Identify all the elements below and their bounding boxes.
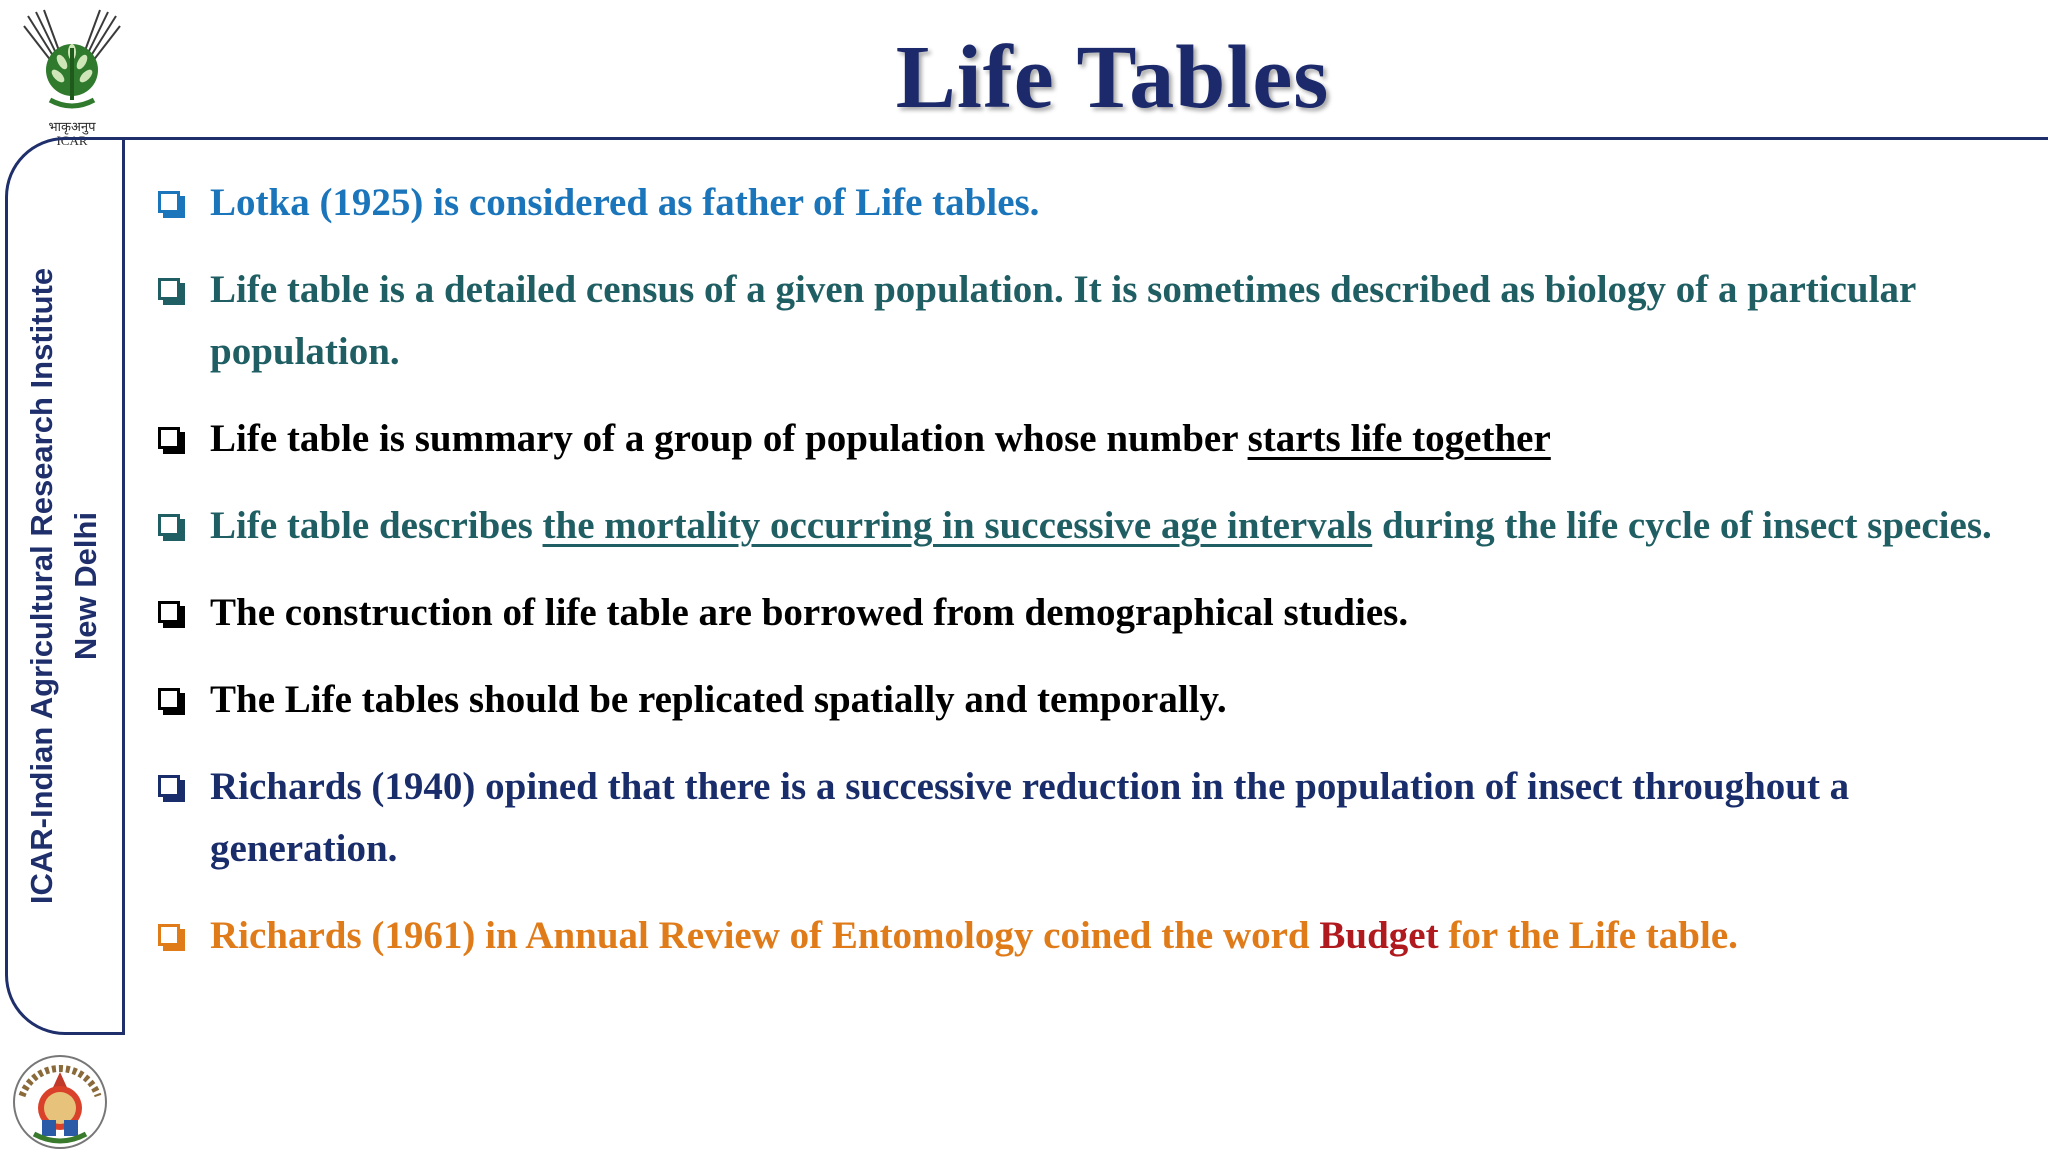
bullet-text-4-underlined: the mortality occurring in successive age intervals (542, 504, 1373, 547)
bullet-text-4: Life table describes (210, 504, 543, 547)
bullet-text-1: Lotka (1925) is considered as father of Life tables. (210, 181, 1040, 224)
bullet-text-3: Life table is summary of a group of population whose number (210, 417, 1248, 460)
checkbox-bullet-icon (158, 191, 180, 213)
sidebar-institute-line1: ICAR-Indian Agricultural Research Institute (24, 267, 59, 905)
checkbox-bullet-icon (158, 514, 180, 536)
checkbox-bullet-icon (158, 427, 180, 449)
icar-logo-caption-hindi: भाकृअनुप (48, 119, 96, 134)
checkbox-bullet-icon (158, 278, 180, 300)
bullet-item-2 (158, 259, 2020, 383)
bullet-text-8-after: for the Life table. (1438, 914, 1738, 957)
checkbox-bullet-icon (158, 688, 180, 710)
iari-seal-icon (8, 1050, 112, 1150)
bullet-text-7: Richards (1940) opined that there is a successive reduction in the population of insect throughout a generation. (210, 765, 1850, 870)
bullet-text-4-after: during the life cycle of insect species. (1372, 504, 1992, 547)
bullet-text-8: Richards (1961) in Annual Review of Entomology coined the word (210, 914, 1320, 957)
bullet-item-3 (158, 408, 2020, 470)
bullet-item-6 (158, 669, 2020, 731)
iari-logo (8, 1050, 112, 1150)
bullet-item-8 (158, 905, 2020, 967)
checkbox-bullet-icon (158, 924, 180, 946)
slide-title: Life Tables (895, 28, 1330, 127)
bullet-item-7 (158, 756, 2020, 880)
checkbox-bullet-icon (158, 775, 180, 797)
icar-logo-caption-latin: ICAR (56, 133, 88, 148)
bullet-text-2: Life table is a detailed census of a given population. It is sometimes described as biology of a particular population. (210, 268, 1916, 373)
header-divider (125, 137, 2048, 140)
bullet-text-6: The Life tables should be replicated spatially and temporally. (210, 678, 1227, 721)
bullet-item-4 (158, 495, 2020, 557)
sidebar-divider (122, 137, 125, 1035)
bullet-item-5 (158, 582, 2020, 644)
bullet-text-8-budget: Budget (1319, 914, 1439, 957)
checkbox-bullet-icon (158, 601, 180, 623)
sidebar-institute-name (20, 206, 108, 966)
sidebar-institute-line2: New Delhi (68, 511, 103, 661)
bullet-item-1 (158, 172, 2020, 234)
bullet-text-3-underlined: starts life together (1247, 417, 1551, 460)
bullet-list (158, 172, 2020, 992)
bullet-text-5: The construction of life table are borrowed from demographical studies. (210, 591, 1409, 634)
